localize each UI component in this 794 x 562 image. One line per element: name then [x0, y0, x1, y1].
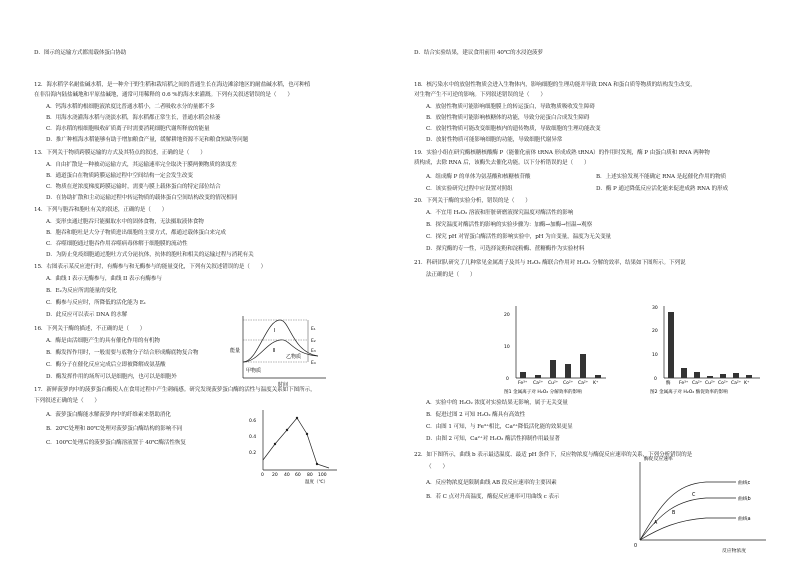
q19-option-c: C．该实验研究过程中应设置对照组: [426, 186, 513, 192]
fig2-cat-5: Ca²⁺: [731, 381, 742, 386]
q18-option-b: B．放射性物质可能影响核糖体的功能，导致分泌蛋白合成发生障碍: [426, 115, 590, 121]
fig2-caption: 图2 金属离子对 H₂O₂ 酶促效率的影响: [650, 390, 728, 395]
fig17-ytick-1: 0.2: [249, 451, 257, 456]
fig2-ytick-1: 10: [652, 353, 658, 358]
fig2-bars-bar-3: [707, 376, 713, 378]
fig2-bars-bar-0: [668, 312, 674, 378]
q17-stem-line1: 17．新鲜菠萝肉中的菠萝蛋白酶使人在食用过程中产生刺痛感。研究发现菠萝蛋白酶的活性与温度关系如下图所示，: [34, 387, 316, 393]
fig15-e1: E₁: [311, 327, 316, 332]
fig1-cat-1: Ca²⁺: [533, 381, 544, 386]
q14-stem: 14．下列与胞吞和胞吐有关的叙述，正确的是（ ）: [34, 207, 168, 213]
q15-option-b: B．E₂为反应所需能量的变化: [46, 288, 117, 294]
q21-stem-line2: 法正确的是（ ）: [426, 272, 476, 278]
q15-energy-figure: [228, 312, 330, 390]
q17-option-a: A．菠萝蛋白酶能水解菠萝肉中的纤维素来帮助消化: [46, 412, 171, 418]
q19-stem-line2: 质构成，去除 RNA 后，该酶失去催化功能。以下分析错误的是（ ）: [414, 160, 590, 166]
q22-option-a: A．反应物浓度是限制曲线 AB 段反应速率的主要因素: [426, 480, 557, 486]
q12-option-a: A．钙海水稻的根细胞液浓度比普通水稻小，二者吸收水分的量都不多: [46, 104, 215, 110]
fig15-curve-1: [243, 320, 318, 362]
fig17-ytick-3: 0.6: [249, 419, 257, 424]
q18-stem-line1: 18．核污染水中的放射性物质会进入生物体内，影响细胞的生理功能并导致 DNA 和蛋白质等物质的结构发生改变，: [414, 82, 696, 88]
fig15-substrate-label: 甲物质: [246, 368, 262, 374]
q17-activity-figure: [245, 406, 340, 484]
q20-option-b: B．探究温度对酶活性的影响的实验步骤为：加酶→加酶→恒温→观察: [426, 222, 593, 228]
q16-stem: 16．下列关于酶的描述，不正确的是（ ）: [34, 326, 146, 332]
fig22-label-top: 曲线c: [738, 481, 751, 486]
fig22-label-low: 曲线a: [738, 517, 751, 522]
q18-option-a: A．放射性物质可能影响细胞膜上的转运蛋白，导致物质吸收发生障碍: [426, 104, 595, 110]
q20-option-d: D．探究酶的专一性，可选择淀粉和淀粉酶、蔗糖酶作为实验材料: [426, 246, 585, 252]
q16-option-a: A．酶是由活细胞产生的具有催化作用的有机物: [46, 338, 160, 344]
q21-stem-line1: 21．科研团队研究了几种常见金属离子及其与 H₂O₂ 酶联合作用对 H₂O₂ 分解的效率，结果如下图所示。下列说: [414, 260, 686, 266]
fig17-xtick-2: 40: [284, 473, 290, 478]
fig1-cat-4: Ca²⁺: [578, 381, 589, 386]
fig1-cat-2: Cu²⁺: [548, 381, 559, 386]
fig15-xlabel: 时间: [278, 382, 289, 388]
fig17-xtick-5: 100: [318, 473, 327, 478]
q20-stem: 20．下列关于酶的实验分析，错误的是（ ）: [414, 198, 531, 204]
fig2-cat-0: 酶: [666, 381, 671, 386]
fig2-cat-1: Fe³⁺: [679, 381, 689, 386]
fig17-xtick-1: 20: [272, 473, 278, 478]
q12-option-b: B．用海水浇灌海水稻与浇淡水稻，海水稻都正常生长，普通水稻会枯萎: [46, 115, 221, 121]
q17-option-d: D．结合实验结果，建议食用前用 40℃的水浸泡菠萝: [414, 50, 544, 56]
fig1-caption: 图1 金属离子对 H₂O₂ 分解效率的影响: [504, 390, 582, 395]
fig2-cat-3: Cu²⁺: [705, 381, 716, 386]
q16-option-c: C．酶分子在催化反应完成后立即被降解成氨基酸: [46, 362, 166, 368]
q17-option-c: C．100℃处理后的菠萝蛋白酶溶液置于 40℃酶活性恢复: [46, 440, 186, 446]
fig22-point-c: C: [692, 493, 696, 498]
fig17-xtick-0: 0: [261, 473, 264, 478]
q15-stem: 15．右图表示某反应进行时，有酶参与和无酶参与的能量变化，下列有关叙述错误的是（ ）: [34, 264, 267, 270]
q18-option-c: C．放射性物质可能改变细胞核内的遗传物质，导致细胞的生理功能改变: [426, 126, 601, 132]
fig15-label-1: Ⅰ: [274, 328, 276, 334]
fig15-curve-2: [243, 340, 318, 362]
fig15-e2: E₂: [311, 339, 316, 344]
fig2-ytick-2: 20: [652, 329, 658, 334]
q17-option-b: B．20℃处理和 80℃处理对菠萝蛋白酶结构的影响不同: [46, 426, 183, 432]
fig2-cat-4: Co²⁺: [718, 381, 729, 386]
q16-option-b: B．酶发挥作用时，一般需要与底物分子结合形成酶底物复合物: [46, 350, 199, 356]
fig1-bars-bar-1: [535, 375, 541, 378]
q12-stem-line2: 在非沿海内陆盐碱地和平原盐碱地，通常可用稀释的 0.6 %的海水来灌溉。下列有关叙述错误的是（ ）: [34, 92, 293, 98]
fig17-xlabel: 温度（℃）: [305, 480, 329, 484]
q13-option-c: C．物质在逆浓度梯度跨膜运输时，需要与膜上载体蛋白的特定部位结合: [46, 184, 221, 190]
fig1-ytick-0: 0: [506, 377, 509, 382]
q13-option-d: D．在协助扩散和主动运输过程中转运物质的载体蛋白空间结构改变的情况相同: [46, 195, 238, 201]
q11-option-d: D．图示的运输方式都需载体蛋白协助: [34, 50, 127, 56]
q18-stem-line2: 对生物产生不可逆的影响。下列叙述错误的是（ ）: [414, 92, 546, 98]
q12-stem-line1: 12．海水稻学名耐盐碱水稻，是一种介于野生稻和栽培稻之间的普通生长在海边滩涂地区的耐盐碱水稻，也可种植: [34, 82, 311, 88]
fig2-bars-bar-2: [694, 372, 700, 378]
fig1-ytick-1: 10: [504, 345, 510, 350]
fig17-xtick-3: 60: [295, 473, 301, 478]
q21-option-b: B．促进过图 2 可知 H₂O₂ 酶具有高效性: [426, 412, 526, 418]
q13-stem: 13．下列关于物质跨膜运输的方式及其特点的叙述，正确的是（ ）: [34, 150, 206, 156]
fig22-origin: 0: [634, 544, 638, 549]
q22-option-b: B．若 C 点对升高温度，酶促反应速率可用曲线 c 表示: [426, 494, 560, 500]
fig1-bars-bar-5: [595, 375, 601, 378]
q14-option-b: B．胞吞和胞吐是大分子物质进出细胞的主要方式，都通过载体蛋白来完成: [46, 230, 226, 236]
fig1-bars-bar-3: [565, 364, 571, 378]
fig1-bars-bar-2: [550, 360, 556, 378]
fig17-curve: [263, 418, 329, 468]
q21-figure-1: [500, 300, 610, 398]
fig15-ylabel: 能量: [230, 348, 241, 354]
fig22-xlabel: 反应物浓度: [722, 549, 746, 554]
q21-option-d: D．由图 2 可知，Ca²⁺对 H₂O₂ 酶活性抑制作用最显著: [426, 436, 560, 442]
fig2-bars-bar-5: [733, 373, 739, 378]
fig2-bars-bar-4: [720, 374, 726, 378]
q20-option-c: C．探究 pH 对胃蛋白酶活性的影响实验中，pH 为自变量，温度为无关变量: [426, 234, 612, 240]
fig1-cat-5: K⁺: [593, 381, 599, 386]
fig2-cat-6: K⁺: [744, 381, 750, 386]
fig22-point-a: A: [654, 521, 658, 526]
q15-option-d: D．此反应可以表示 DNA 的水解: [46, 312, 128, 318]
fig2-cat-2: Ca²⁺: [692, 381, 703, 386]
q13-option-a: A．自由扩散是一种被动运输方式，其运输速率完全取决于膜两侧物质的浓度差: [46, 162, 237, 168]
q17-stem-line2: 下列叙述正确的是（ ）: [34, 398, 100, 404]
fig17-ytick-2: 0.4: [249, 435, 257, 440]
q15-option-a: A．曲线 I 表示无酶参与，曲线 II 表示有酶参与: [46, 276, 162, 282]
q14-option-d: D．为防止免疫细胞通过胞吐方式分泌抗体，抗体的胞吐和相关的运输过程与消耗有关: [46, 252, 254, 258]
fig22-curve-mid: [640, 498, 736, 540]
fig1-bars-bar-0: [520, 372, 526, 378]
fig1-cat-0: Fe³⁺: [518, 381, 528, 386]
q12-option-d: D．推广种植海水稻能够有助于增加粮食产量，缓解耕地资源不足和粮食短缺等问题: [46, 137, 249, 143]
fig2-bars-bar-6: [746, 375, 752, 378]
fig15-product-label: 乙物质: [286, 354, 302, 360]
q12-option-c: C．海水稻的根细胞吸收矿质离子时需要消耗细胞代谢所释放的能量: [46, 126, 210, 132]
fig2-ytick-0: 0: [654, 377, 657, 382]
q13-option-b: B．通道蛋白在物质跨膜运输过程中空间结构一定会发生改变: [46, 173, 193, 179]
fig2-bars-bar-1: [681, 368, 687, 378]
q22-stem-line2: （ ）: [426, 464, 448, 470]
fig17-xtick-4: 80: [307, 473, 313, 478]
q22-stem-line1: 22．如下图所示，曲线 b 表示最适温度、最适 pH 条件下，反应物浓度与酶促反应速率的关系，下列分析错误的是: [414, 452, 693, 458]
q21-figure-2: [648, 300, 766, 398]
fig15-e3: E₃: [311, 349, 316, 354]
fig22-ylabel: 酶促反应速率: [644, 457, 673, 462]
fig1-cat-3: Co²⁺: [563, 381, 574, 386]
fig22-label-mid: 曲线b: [738, 497, 751, 502]
q21-option-a: A．实验中的 H₂O₂ 浓度对实验结果无影响，属于无关变量: [426, 400, 568, 406]
q14-option-c: C．吞噬细胞通过胞吞作用吞噬病毒体解于细胞膜的流动性: [46, 241, 188, 247]
q19-option-b: B．上述实验发现不能确定 RNA 是起催化作用的物质: [596, 174, 727, 180]
fig15-label-2: Ⅱ: [273, 348, 276, 354]
q18-option-d: D．放射性物质可能影响细胞的功能，导致细胞代谢异常: [426, 137, 563, 143]
fig15-e4: E₄: [311, 361, 316, 366]
fig2-ytick-3: 30: [652, 306, 658, 311]
q19-stem-line1: 19．实验小组在研究酶核糖核酸酶 P（能催化前体 tRNA 形成成熟 tRNA）的作用时发现，酶 P 由蛋白质和 RNA 两种物: [414, 150, 710, 156]
fig1-ytick-2: 20: [504, 313, 510, 318]
fig17-points: [274, 417, 318, 465]
q20-option-a: A．不宜用 H₂O₂ 溶液和肝脏研磨液探究温度对酶活性的影响: [426, 210, 574, 216]
fig1-bars-bar-4: [580, 354, 586, 378]
q22-rate-figure: [626, 452, 776, 556]
fig22-point-b: B: [672, 511, 676, 516]
q19-option-a: A．组成酶 P 的单体为氨基酸和核糖核苷酸: [426, 174, 531, 180]
q15-option-c: C．酶参与反应时，所降低的活化能为 E₁: [46, 300, 146, 306]
q19-option-d: D．酶 P 通过降低反应活化能来促进成熟 RNA 的形成: [596, 186, 728, 192]
fig22-curve-top: [640, 482, 736, 540]
q16-option-d: D．酶发挥作用的场所可以是细胞内，也可以是细胞外: [46, 374, 177, 380]
fig2-bars: [668, 312, 752, 378]
q21-option-c: C．由图 1 可知，与 Fe³⁺相比，Ca²⁺降低活化能的效果更显: [426, 424, 573, 430]
fig1-bars: [520, 354, 601, 378]
q14-option-a: A．变形虫通过胞吞只能摄取水中的固体食物，无法摄取液体食物: [46, 219, 204, 225]
